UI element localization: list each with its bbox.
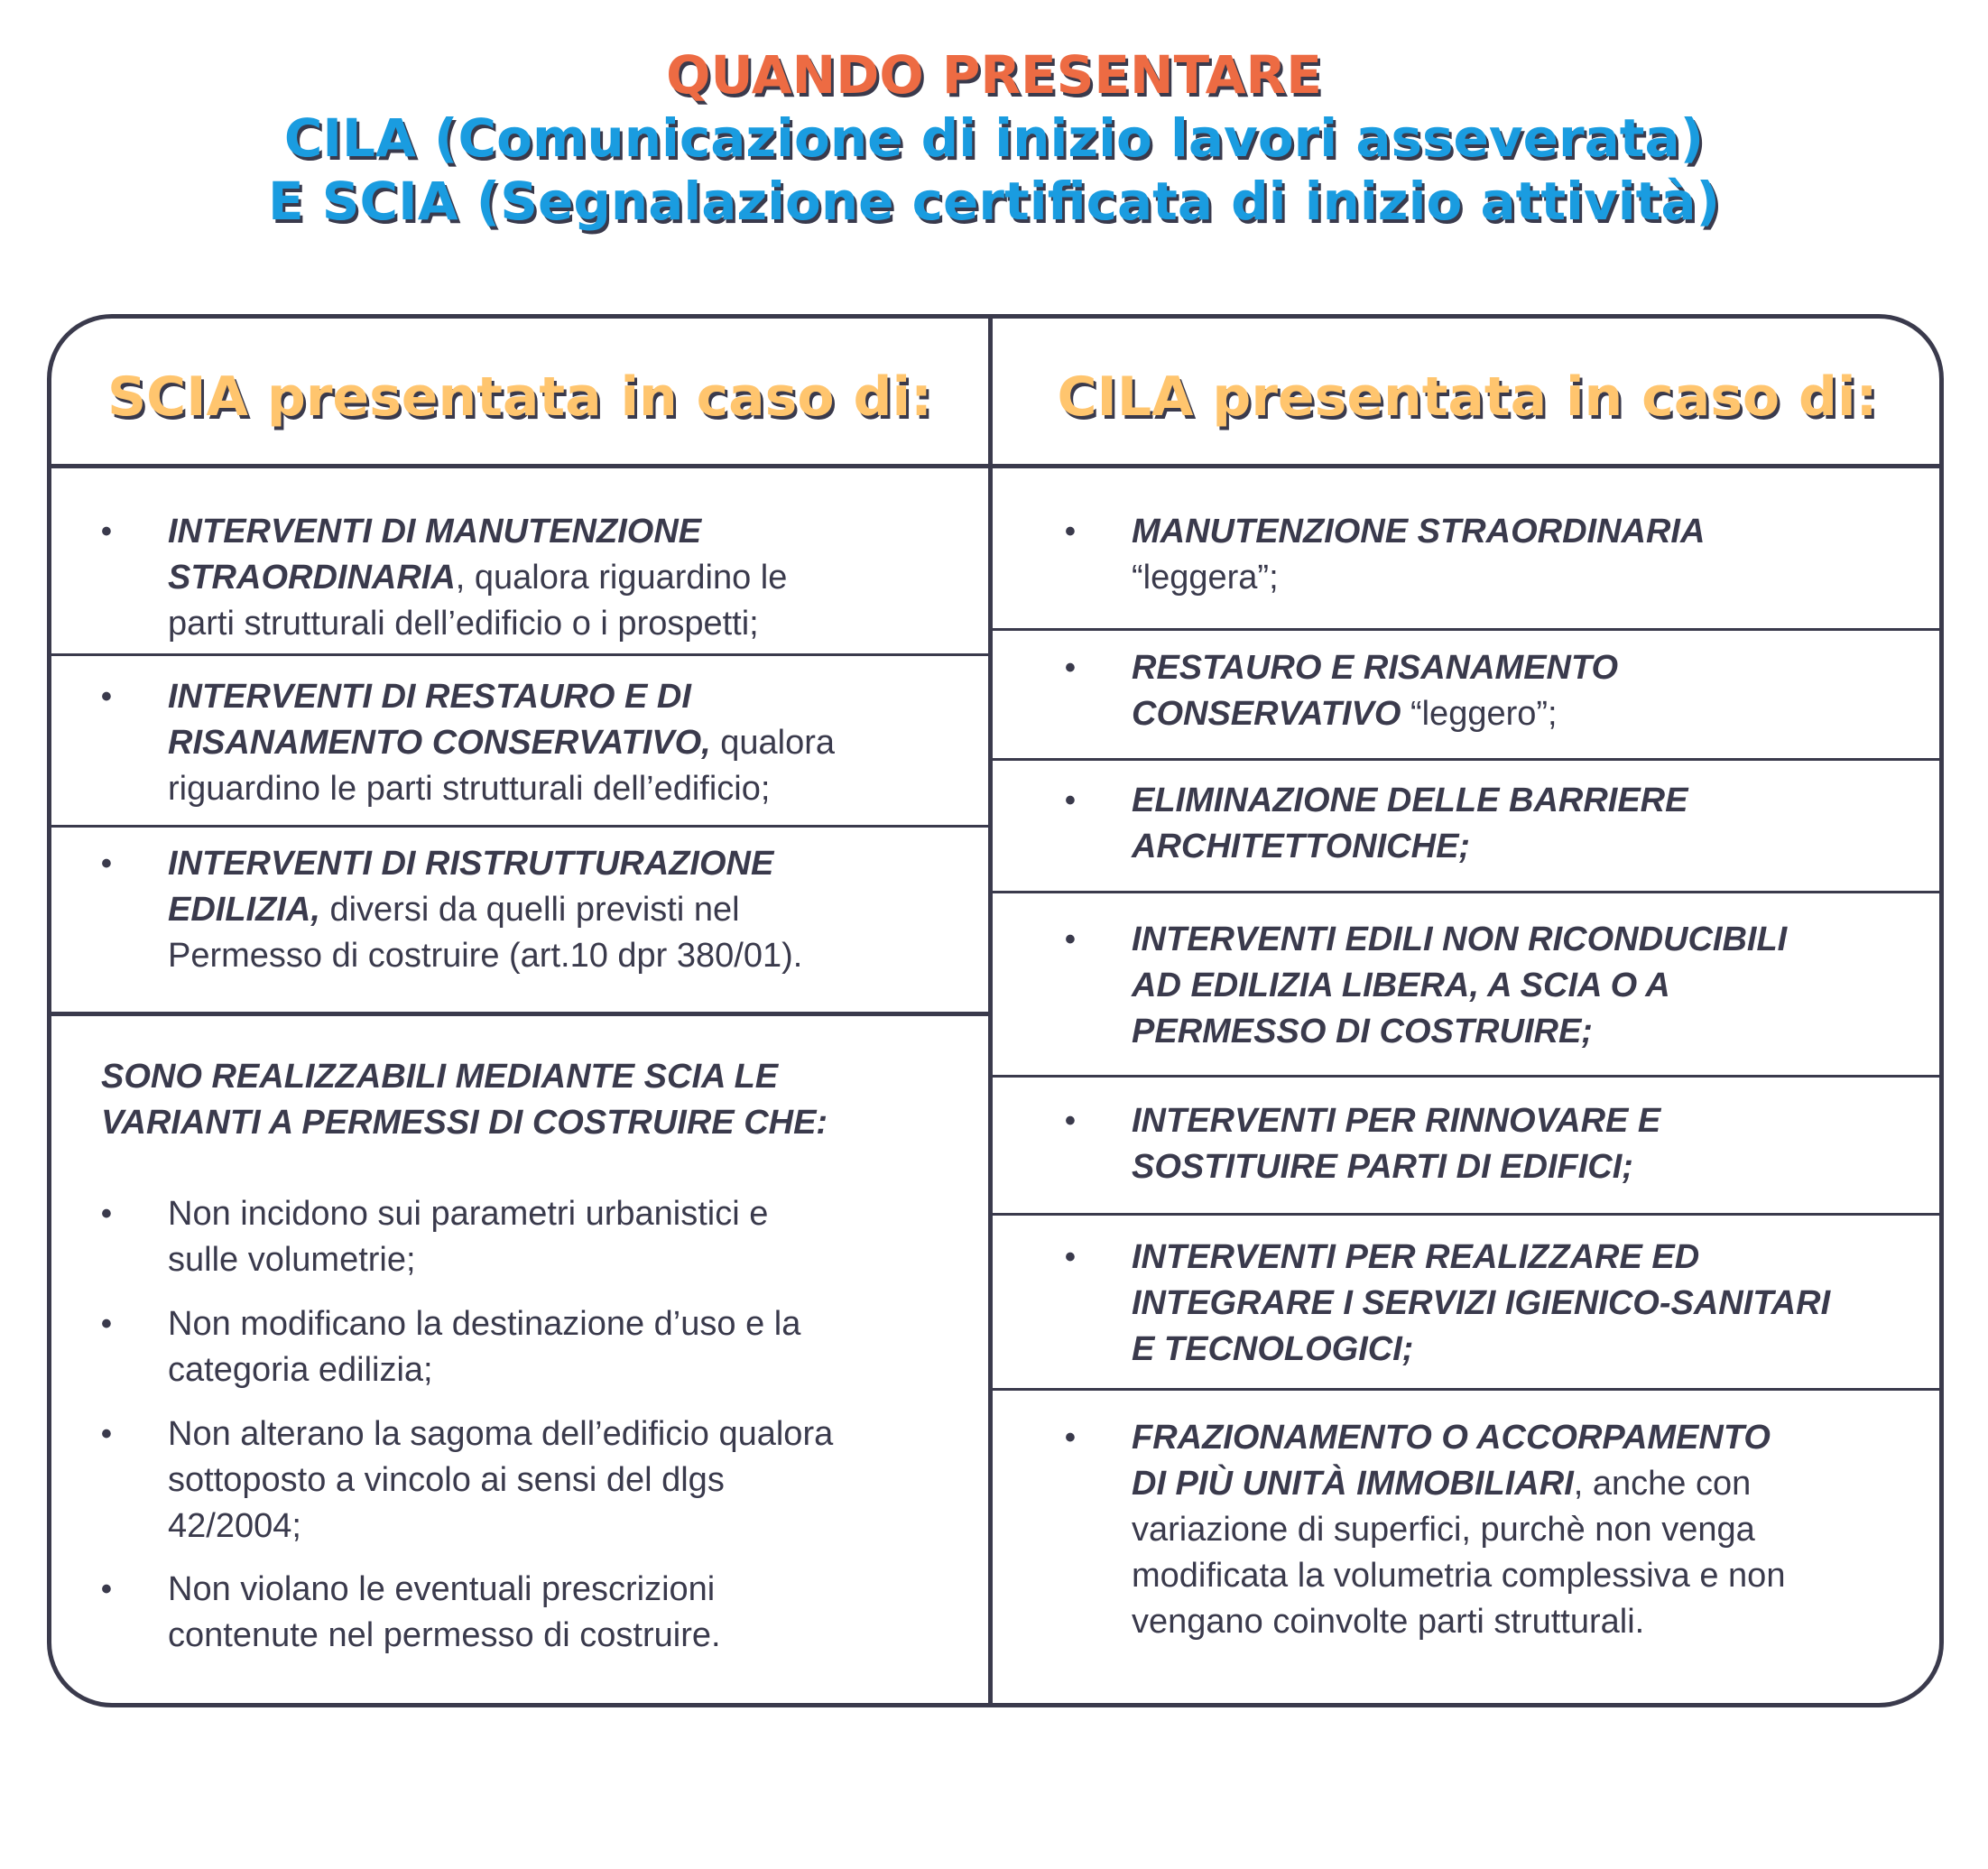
item-text: parti strutturali dell’edificio o i prospetti; (168, 605, 759, 643)
item-text: , qualora riguardino le (455, 559, 788, 597)
bullet: • (1065, 1240, 1076, 1274)
item-bold-text: MANUTENZIONE STRAORDINARIA (1132, 513, 1706, 551)
item-bold-text: INTERVENTI DI RESTAURO E DI (168, 678, 691, 716)
scia-row-divider (49, 653, 990, 656)
item-text: variazione di superfici, purchè non venga (1132, 1511, 1755, 1549)
item-bold-text: RESTAURO E RISANAMENTO (1132, 649, 1619, 687)
item-text: vengano coinvolte parti strutturali. (1132, 1603, 1645, 1641)
variante-item (101, 1567, 985, 1659)
item-bold-text: INTERVENTI DI RISTRUTTURAZIONE (168, 845, 774, 883)
item-bold-text: STRAORDINARIA (168, 559, 456, 597)
scia-item (101, 841, 985, 979)
item-bold-text: E TECNOLOGICI; (1132, 1330, 1414, 1368)
cila-item (1065, 645, 1931, 737)
item-text: “leggera”; (1132, 559, 1279, 597)
cila-row-divider (993, 1075, 1942, 1078)
item-bold-text: ELIMINAZIONE DELLE BARRIERE (1132, 782, 1688, 819)
bullet: • (101, 1572, 112, 1606)
scia-section-divider (49, 1012, 990, 1016)
item-bold-text: SOSTITUIRE PARTI DI EDIFICI; (1132, 1148, 1633, 1186)
bullet: • (1065, 514, 1076, 549)
item-bold-text: INTERVENTI PER REALIZZARE ED (1132, 1238, 1700, 1276)
title-line-2: CILA (Comunicazione di inizio lavori asseverata) (283, 107, 1705, 169)
bullet: • (1065, 1420, 1076, 1455)
item-bold-text: INTEGRARE I SERVIZI IGIENICO-SANITARI (1132, 1284, 1831, 1322)
item-text: qualora (710, 724, 836, 762)
cila-row-divider (993, 891, 1942, 893)
item-text: Non incidono sui parametri urbanistici e (168, 1195, 769, 1233)
scia-row-divider (49, 825, 990, 828)
item-text: sulle volumetrie; (168, 1241, 416, 1279)
cila-header: CILA presentata in caso di: (1057, 365, 1878, 429)
title-line-1: QUANDO PRESENTARE (666, 44, 1322, 106)
cila-item (1065, 1235, 1931, 1373)
title-line-3: E SCIA (Segnalazione certificata di inizio attività) (267, 171, 1721, 232)
item-text: 42/2004; (168, 1507, 301, 1545)
variante-item (101, 1301, 985, 1393)
cila-row-divider (993, 1213, 1942, 1216)
item-text: Non alterano la sagoma dell’edificio qualora (168, 1415, 834, 1453)
cila-item (1065, 509, 1931, 601)
item-text: categoria edilizia; (168, 1351, 433, 1389)
bullet: • (101, 1417, 112, 1451)
page-title (0, 43, 1988, 233)
cila-row-divider (993, 758, 1942, 761)
varianti-heading (101, 1054, 985, 1146)
cila-item (1065, 1098, 1931, 1190)
varianti-heading-line: SONO REALIZZABILI MEDIANTE SCIA LE (101, 1058, 779, 1096)
item-bold-text: EDILIZIA, (168, 891, 320, 929)
item-bold-text: AD EDILIZIA LIBERA, A SCIA O A (1132, 967, 1670, 1004)
item-text: diversi da quelli previsti nel (319, 891, 740, 929)
item-text: riguardino le parti strutturali dell’edificio; (168, 770, 771, 808)
bullet: • (1065, 783, 1076, 818)
column-divider (988, 314, 993, 1707)
item-bold-text: RISANAMENTO CONSERVATIVO, (168, 724, 711, 762)
cila-row-divider (993, 1388, 1942, 1391)
item-bold-text: INTERVENTI PER RINNOVARE E (1132, 1102, 1661, 1140)
cila-row-divider (993, 628, 1942, 631)
bullet: • (101, 514, 112, 549)
scia-item (101, 509, 985, 647)
header-divider (49, 464, 1942, 468)
item-bold-text: INTERVENTI DI MANUTENZIONE (168, 513, 702, 551)
item-text: modificata la volumetria complessiva e non (1132, 1557, 1786, 1595)
item-text: Permesso di costruire (art.10 dpr 380/01). (168, 937, 803, 975)
cila-item (1065, 778, 1931, 870)
bullet: • (101, 680, 112, 714)
item-text: contenute nel permesso di costruire. (168, 1616, 721, 1654)
bullet: • (1065, 651, 1076, 685)
cila-item (1065, 917, 1931, 1055)
item-bold-text: DI PIÙ UNITÀ IMMOBILIARI (1132, 1465, 1574, 1503)
bullet: • (1065, 922, 1076, 957)
item-bold-text: CONSERVATIVO (1132, 695, 1401, 733)
bullet: • (101, 847, 112, 881)
bullet: • (101, 1197, 112, 1231)
item-text: sottoposto a vincolo ai sensi del dlgs (168, 1461, 725, 1499)
item-text: , anche con (1573, 1465, 1752, 1503)
item-text: Non modificano la destinazione d’uso e la (168, 1305, 801, 1343)
item-bold-text: INTERVENTI EDILI NON RICONDUCIBILI (1132, 921, 1788, 958)
item-text: “leggero”; (1401, 695, 1558, 733)
variante-item (101, 1411, 985, 1550)
variante-item (101, 1191, 985, 1283)
scia-item (101, 674, 985, 812)
cila-item (1065, 1415, 1931, 1645)
scia-header: SCIA presentata in caso di: (106, 365, 933, 429)
item-bold-text: ARCHITETTONICHE; (1132, 828, 1471, 865)
bullet: • (1065, 1104, 1076, 1138)
bullet: • (101, 1307, 112, 1341)
item-bold-text: FRAZIONAMENTO O ACCORPAMENTO (1132, 1419, 1771, 1457)
varianti-heading-line: VARIANTI A PERMESSI DI COSTRUIRE CHE: (101, 1104, 828, 1142)
item-bold-text: PERMESSO DI COSTRUIRE; (1132, 1013, 1593, 1050)
item-text: Non violano le eventuali prescrizioni (168, 1570, 716, 1608)
